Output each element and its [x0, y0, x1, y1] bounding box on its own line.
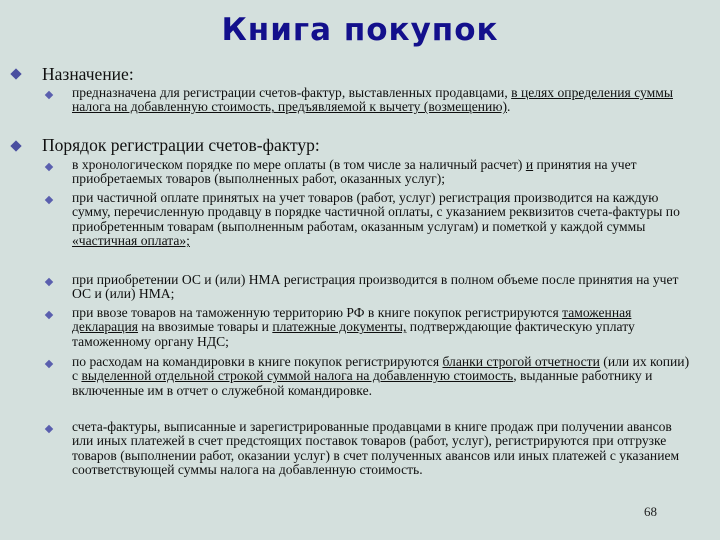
- text-run-underlined: и: [525, 157, 534, 172]
- procedure-item-5: [72, 355, 692, 398]
- diamond-bullet-icon: [45, 311, 53, 319]
- diamond-bullet-icon: [10, 140, 21, 151]
- page-number: 68: [644, 504, 657, 519]
- text-run: по расходам на командировки в книге покупок регистрируются: [72, 354, 443, 369]
- text-run-underlined: платежные документы,: [272, 319, 407, 335]
- text-run: принятия на учет приобретаемых товаров (выполненных работ, оказанных услуг);: [72, 157, 637, 187]
- procedure-item-1: [72, 158, 692, 187]
- text-run-underlined: бланки строгой отчетности: [442, 354, 600, 369]
- text-run-underlined: таможенная декларация: [72, 305, 632, 335]
- text-run: счета-фактуры, выписанные и зарегистрированные продавцами в книге продаж при получении авансов или иных платежей в счет предстоящих поставок товаров (работ, услуг), регистрируются при отгрузке товаров (выполнении работ, оказании услуг) в счет полученных авансов или иных платежей с указанием соответствующей суммы налога на добавленную стоимость.: [72, 419, 680, 478]
- text-run: подтверждающие фактическую уплату таможенному органу НДС;: [72, 319, 635, 349]
- procedure-item-4: [72, 306, 692, 349]
- diamond-bullet-icon: [45, 196, 53, 204]
- diamond-bullet-icon: [45, 278, 53, 286]
- procedure-item-6: [72, 420, 692, 478]
- text-run: при приобретении ОС и (или) НМА регистрация производится в полном объеме после принятия на учет ОС и (или) НМА;: [72, 272, 679, 302]
- text-run: при частичной оплате принятых на учет товаров (работ, услуг) регистрация производится на каждую сумму, перечисленную продавцу в порядке частичной оплаты, с указанием реквизитов счета-фактуры по приобретенным товарам (выполненным работам, оказанным услугам) и пометкой у каждой суммы: [72, 190, 680, 234]
- procedure-item-2: [72, 191, 692, 249]
- text-run: в хронологическом порядке по мере оплаты (в том числе за наличный расчет): [72, 157, 526, 172]
- diamond-bullet-icon: [45, 91, 53, 99]
- diamond-bullet-icon: [45, 425, 53, 433]
- text-run-underlined: «частичная оплата»;: [72, 233, 190, 249]
- text-run-underlined: выделенной отдельной строкой суммой налога на добавленную стоимость: [81, 368, 514, 384]
- slide-title: Книга покупок: [221, 12, 499, 48]
- text-run-underlined: в целях определения суммы налога на добавленную стоимость, предъявляемой к вычету (возмещению): [72, 85, 673, 115]
- text-run: на ввозимые товары и: [138, 319, 273, 335]
- procedure-item-3: [72, 273, 692, 302]
- purpose-item: [72, 86, 692, 115]
- diamond-bullet-icon: [45, 163, 53, 171]
- text-run: .: [507, 99, 511, 115]
- text-run: (или их копии) с: [72, 354, 690, 384]
- section-heading-procedure: Порядок регистрации счетов-фактур:: [42, 135, 320, 155]
- diamond-bullet-icon: [45, 360, 53, 368]
- text-run: , выданные работнику и включенные им в отчет о служебной командировке.: [72, 368, 653, 398]
- text-run: при ввозе товаров на таможенную территорию РФ в книге покупок регистрируются: [72, 305, 563, 320]
- diamond-bullet-icon: [10, 68, 21, 79]
- section-heading-purpose: Назначение:: [42, 64, 134, 84]
- text-run: предназначена для регистрации счетов-фактур, выставленных продавцами,: [72, 85, 512, 100]
